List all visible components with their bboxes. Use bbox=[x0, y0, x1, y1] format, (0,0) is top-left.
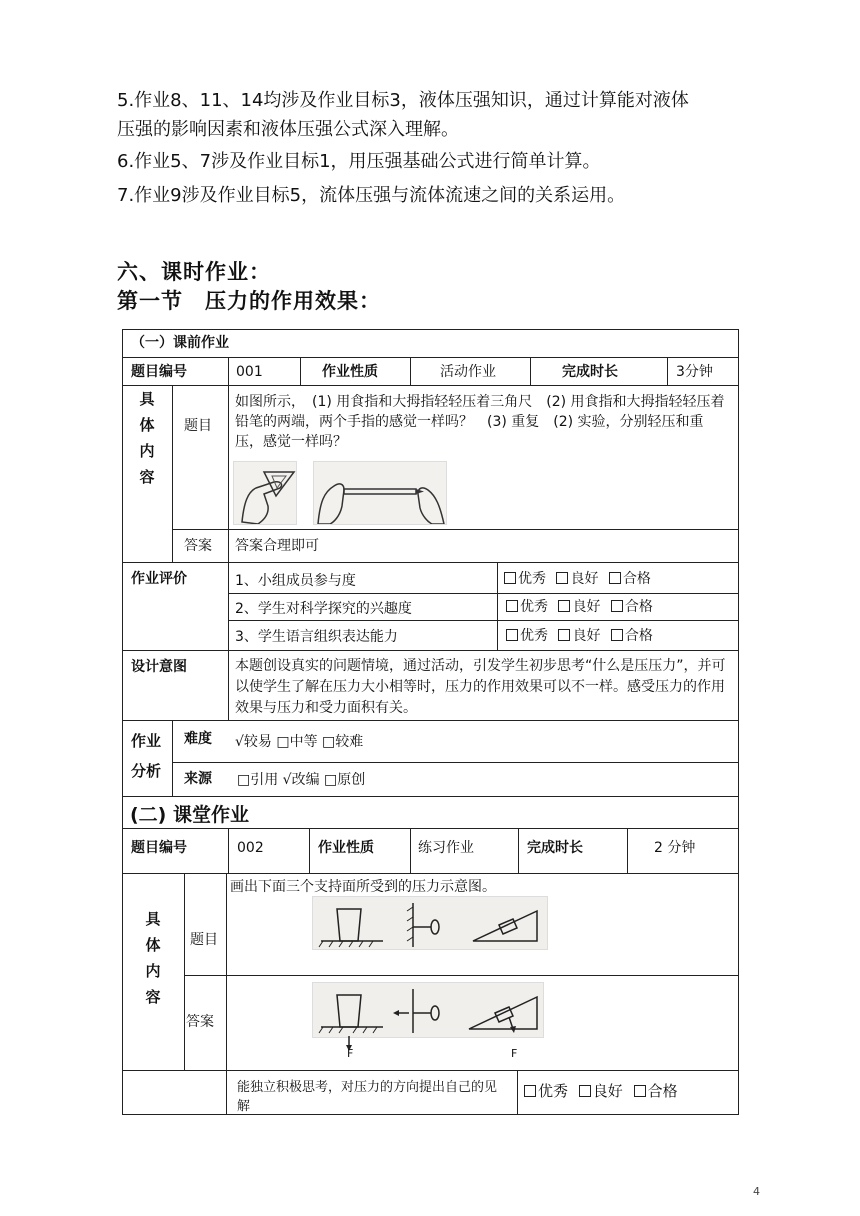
time-value: 3分钟 bbox=[676, 364, 713, 380]
eval-item-2: 2、学生对科学探究的兴趣度 bbox=[235, 601, 412, 617]
eval-options-2: 优秀 良好 合格 bbox=[500, 597, 653, 617]
paragraph-5-cont: 压强的影响因素和液体压强公式深入理解。 bbox=[117, 119, 459, 140]
section-title-in-class: (二) 课堂作业 bbox=[130, 804, 249, 826]
page-number: 4 bbox=[753, 1185, 760, 1198]
source-value: □引用 √改编 □原创 bbox=[237, 772, 366, 788]
time-value-2: 2 分钟 bbox=[654, 840, 696, 856]
analysis-label-1: 作业 bbox=[131, 732, 162, 750]
checkbox-icon[interactable] bbox=[558, 600, 570, 612]
checkbox-icon[interactable] bbox=[611, 600, 623, 612]
section-heading: 六、课时作业： bbox=[117, 260, 271, 284]
id-value-2: 002 bbox=[237, 840, 264, 856]
id-label: 题目编号 bbox=[131, 364, 187, 380]
difficulty-value: √较易 □中等 □较难 bbox=[235, 734, 364, 750]
checkbox-icon[interactable] bbox=[506, 629, 518, 641]
answer-label: 答案 bbox=[184, 538, 212, 554]
supports-figure bbox=[312, 896, 548, 950]
nature-label-2: 作业性质 bbox=[318, 840, 374, 856]
id-value: 001 bbox=[236, 364, 263, 380]
eval-item-3: 3、学生语言组织表达能力 bbox=[235, 629, 398, 645]
checkbox-icon[interactable] bbox=[609, 572, 621, 584]
question-label: 题目 bbox=[184, 418, 212, 434]
eval-options-4: 优秀 良好 合格 bbox=[518, 1081, 678, 1101]
nature-value: 活动作业 bbox=[440, 364, 496, 380]
difficulty-label: 难度 bbox=[184, 731, 212, 747]
design-text: 本题创设真实的问题情境，通过活动，引发学生初步思考“什么是压压力”，并可以使学生了解在压力大小相等时，压力的作用效果可以不一样。感受压力的作用效果与压力和受力面积有关。 bbox=[235, 658, 726, 716]
answer-figure bbox=[312, 982, 544, 1038]
subsection-heading: 第一节 压力的作用效果： bbox=[117, 289, 381, 313]
checkbox-icon[interactable] bbox=[634, 1085, 646, 1097]
force-label-1: F bbox=[347, 1047, 354, 1060]
content-label-2: 具 体 内 容 bbox=[145, 910, 161, 1006]
time-label-2: 完成时长 bbox=[527, 840, 583, 856]
checkbox-icon[interactable] bbox=[556, 572, 568, 584]
time-label: 完成时长 bbox=[562, 364, 618, 380]
id-label-2: 题目编号 bbox=[131, 840, 187, 856]
hands-pencil-image bbox=[313, 461, 447, 525]
eval-options-3: 优秀 良好 合格 bbox=[500, 626, 653, 646]
content-label: 具 体 内 容 bbox=[139, 390, 155, 486]
force-label-2: F bbox=[511, 1047, 518, 1060]
question-text: 如图所示， (1) 用食指和大拇指轻轻压着三角尺 (2) 用食指和大拇指轻轻压着铅笔的两端，两个手指的感觉一样吗？ (3) 重复 (2) 实验，分别轻压和重压，感觉一样吗？ bbox=[235, 394, 725, 450]
paragraph-5: 5.作业8、11、14均涉及作业目标3，液体压强知识，通过计算能对液体 bbox=[117, 90, 689, 111]
nature-value-2: 练习作业 bbox=[418, 840, 474, 856]
checkbox-icon[interactable] bbox=[579, 1085, 591, 1097]
design-label: 设计意图 bbox=[131, 659, 187, 675]
eval-text-2: 能独立积极思考，对压力的方向提出自己的见解 bbox=[237, 1080, 498, 1114]
answer-text: 答案合理即可 bbox=[235, 538, 319, 554]
hand-triangle-image bbox=[233, 461, 297, 525]
paragraph-7: 7.作业9涉及作业目标5，流体压强与流体流速之间的关系运用。 bbox=[117, 185, 626, 206]
question-text-2: 画出下面三个支持面所受到的压力示意图。 bbox=[230, 879, 496, 895]
checkbox-icon[interactable] bbox=[558, 629, 570, 641]
eval-options-1: 优秀 良好 合格 bbox=[498, 569, 651, 589]
paragraph-6: 6.作业5、7涉及作业目标1，用压强基础公式进行简单计算。 bbox=[117, 151, 601, 172]
checkbox-icon[interactable] bbox=[504, 572, 516, 584]
source-label: 来源 bbox=[184, 771, 212, 787]
answer-label-2: 答案 bbox=[186, 1014, 214, 1030]
eval-item-1: 1、小组成员参与度 bbox=[235, 573, 356, 589]
question-label-2: 题目 bbox=[190, 932, 218, 948]
checkbox-icon[interactable] bbox=[611, 629, 623, 641]
nature-label: 作业性质 bbox=[322, 364, 378, 380]
eval-label: 作业评价 bbox=[131, 571, 187, 587]
analysis-label-2: 分析 bbox=[131, 762, 162, 780]
checkbox-icon[interactable] bbox=[524, 1085, 536, 1097]
checkbox-icon[interactable] bbox=[506, 600, 518, 612]
section-title-pre-class: （一）课前作业 bbox=[131, 335, 229, 351]
